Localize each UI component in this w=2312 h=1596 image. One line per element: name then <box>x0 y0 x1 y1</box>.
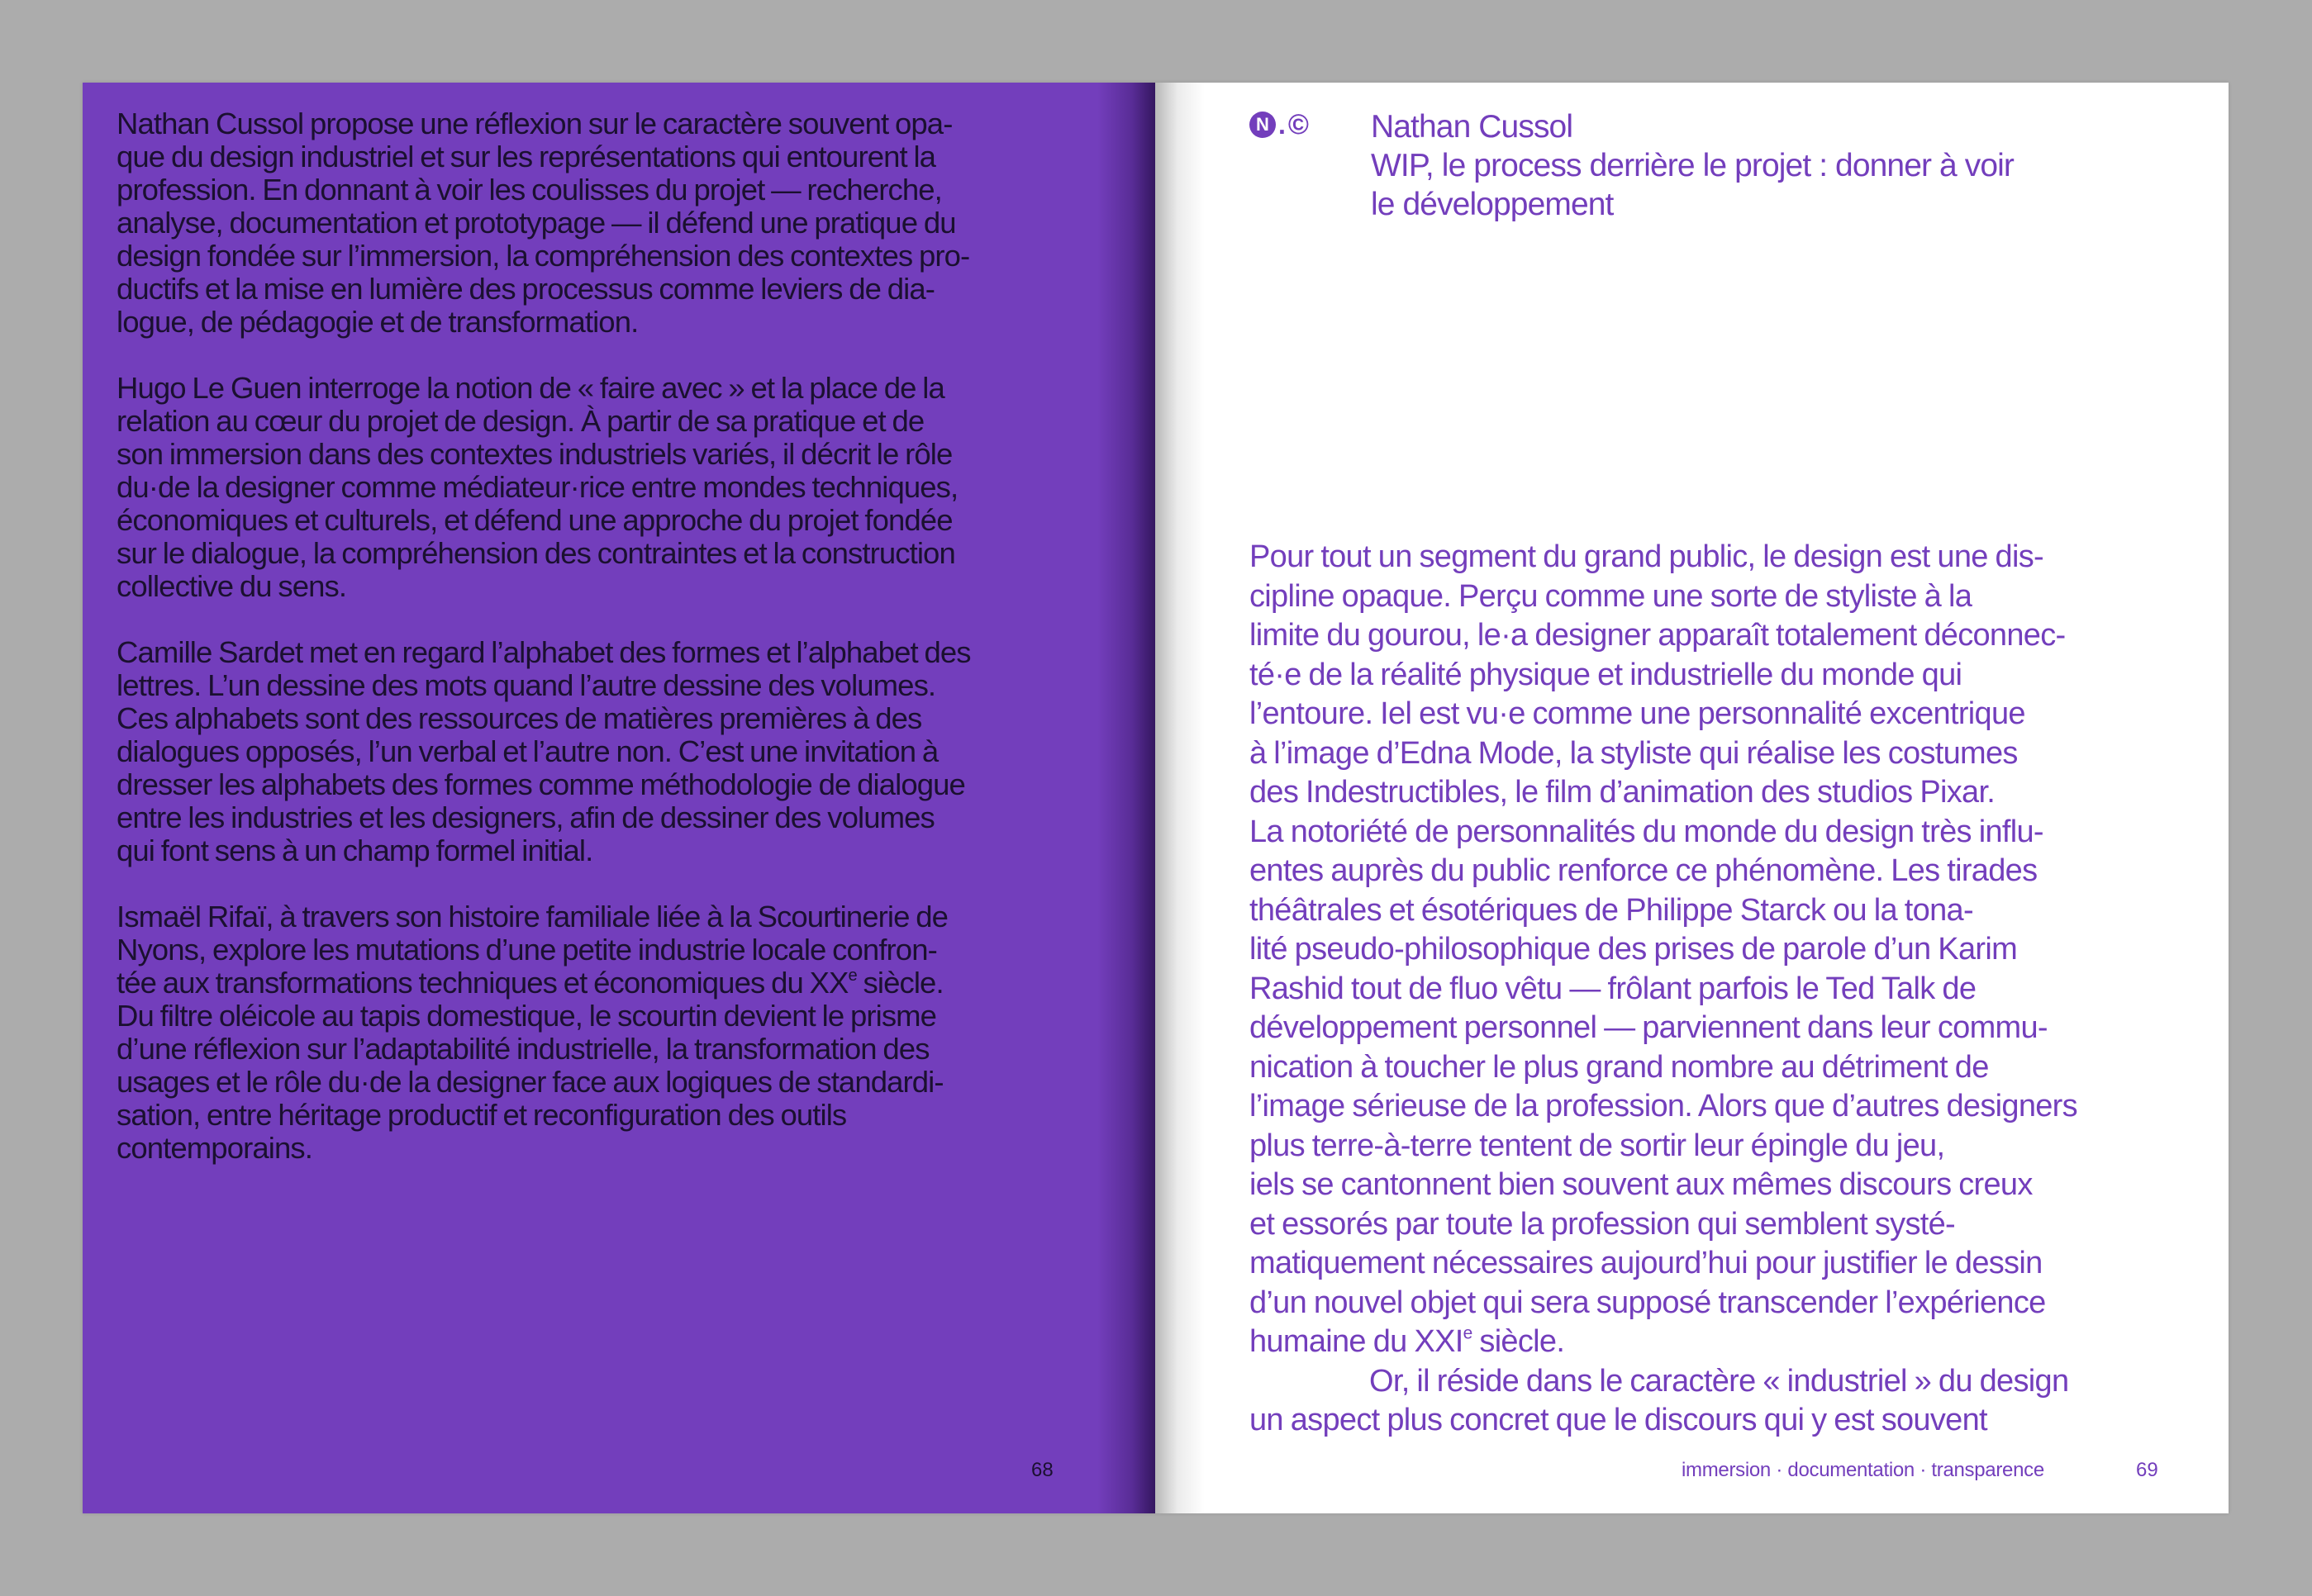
text-segment: tée aux transformations techniques et économiques du XX <box>117 966 849 1000</box>
text-line: profession. En donnant à voir les coulisses du projet — recherche, <box>117 173 942 207</box>
text-line: sation, entre héritage productif et reconfiguration des outils <box>117 1098 847 1132</box>
paragraph-hugo-le-guen <box>117 372 1149 603</box>
text-line: d’un nouvel objet qui sera supposé transcender l’expérience <box>1249 1285 2046 1320</box>
text-line: Nyons, explore les mutations d’une petite industrie locale confron- <box>117 933 937 967</box>
left-page-text <box>117 107 1149 1198</box>
text-line: nication à toucher le plus grand nombre au détriment de <box>1249 1049 1989 1085</box>
paragraph-ismael-rifai <box>117 900 1149 1165</box>
text-line: que du design industriel et sur les représentations qui entourent la <box>117 140 936 173</box>
header-text <box>1371 107 2014 224</box>
paragraph-camille-sardet <box>117 636 1149 867</box>
superscript: e <box>1463 1323 1472 1343</box>
nc-logo <box>1249 109 1309 140</box>
book-spread <box>83 83 2229 1513</box>
text-line: relation au cœur du projet de design. À partir de sa pratique et de <box>117 404 925 438</box>
article-body <box>1249 538 2077 1441</box>
text-line: Rashid tout de fluo vêtu — frôlant parfois le Ted Talk de <box>1249 971 1977 1006</box>
text-line: cipline opaque. Perçu comme une sorte de styliste à la <box>1249 578 1972 614</box>
paragraph-nathan-cussol <box>117 107 1149 339</box>
text-line: analyse, documentation et prototypage — il défend une pratique du <box>117 206 956 240</box>
indented-text-line: Or, il réside dans le caractère « industriel » du design <box>1369 1363 2069 1399</box>
text-line: usages et le rôle du·de la designer face aux logiques de standardi- <box>117 1065 944 1099</box>
superscript: e <box>848 966 857 985</box>
left-page <box>83 83 1155 1513</box>
text-line: économiques et culturels, et défend une approche du projet fondée <box>117 503 953 537</box>
text-line: logue, de pédagogie et de transformation. <box>117 305 639 339</box>
text-line: limite du gourou, le·a designer apparaît totalement déconnec- <box>1249 618 2066 653</box>
text-line: ductifs et la mise en lumière des processus comme leviers de dia- <box>117 272 935 306</box>
article-title-line-2: le développement <box>1371 187 1614 222</box>
text-line: Pour tout un segment du grand public, le design est une dis- <box>1249 539 2043 574</box>
text-line: iels se cantonnent bien souvent aux mêmes discours creux <box>1249 1167 2033 1202</box>
running-footer: immersion · documentation · transparence <box>1682 1459 2044 1481</box>
text-line: design fondée sur l’immersion, la compréhension des contextes pro- <box>117 239 970 273</box>
text-line: dresser les alphabets des formes comme méthodologie de dialogue <box>117 767 965 801</box>
text-line: son immersion dans des contextes industriels variés, il décrit le rôle <box>117 437 953 471</box>
text-segment: siècle. <box>856 966 944 1000</box>
author-name: Nathan Cussol <box>1371 109 1573 145</box>
text-line: l’image sérieuse de la profession. Alors que d’autres designers <box>1249 1089 2077 1123</box>
copyright-icon: © <box>1287 109 1309 140</box>
text-line: Hugo Le Guen interroge la notion de « faire avec » et la place de la <box>117 371 944 405</box>
text-line: entre les industries et les designers, afin de dessiner des volumes <box>117 800 935 834</box>
text-line: lettres. L’un dessine des mots quand l’autre dessine des volumes. <box>117 668 936 702</box>
text-line: l’entoure. Iel est vu·e comme une personnalité excentrique <box>1249 696 2025 731</box>
text-line: du·de la designer comme médiateur·rice entre mondes techniques, <box>117 470 959 504</box>
text-segment: humaine du XXI <box>1249 1324 1463 1359</box>
text-line: à l’image d’Edna Mode, la styliste qui réalise les costumes <box>1249 735 2018 771</box>
text-line: matiquement nécessaires aujourd’hui pour justifier le dessin <box>1249 1246 2043 1280</box>
text-line: La notoriété de personnalités du monde du design très influ- <box>1249 814 2043 849</box>
text-line: et essorés par toute la profession qui semblent systé- <box>1249 1206 1955 1242</box>
text-line: contemporains. <box>117 1131 312 1165</box>
text-line: plus terre-à-terre tentent de sortir leur épingle du jeu, <box>1249 1128 1945 1163</box>
article-title-line-1: WIP, le process derrière le projet : donner à voir <box>1371 148 2014 183</box>
text-line <box>117 967 1149 1000</box>
text-line <box>1249 1323 2077 1362</box>
text-line: té·e de la réalité physique et industrielle du monde qui <box>1249 657 1962 692</box>
text-line: Ces alphabets sont des ressources de matières premières à des <box>117 701 922 735</box>
text-line: Du filtre oléicole au tapis domestique, le scourtin devient le prisme <box>117 999 937 1033</box>
text-line: qui font sens à un champ formel initial. <box>117 834 593 867</box>
text-line: lité pseudo-philosophique des prises de parole d’un Karim <box>1249 932 2018 967</box>
right-page <box>1155 83 2229 1513</box>
text-line: d’une réflexion sur l’adaptabilité industrielle, la transformation des <box>117 1032 930 1066</box>
text-line: sur le dialogue, la compréhension des contraintes et la construction <box>117 536 955 570</box>
text-line: collective du sens. <box>117 569 347 603</box>
logo-dot: . <box>1278 110 1286 140</box>
text-line: entes auprès du public renforce ce phénomène. Les tirades <box>1249 853 2038 888</box>
text-segment: siècle. <box>1472 1324 1565 1359</box>
text-line: des Indestructibles, le film d’animation des studios Pixar. <box>1249 775 1996 810</box>
page-number-left: 68 <box>1031 1459 1054 1481</box>
text-line: développement personnel — parviennent dans leur commu- <box>1249 1010 2048 1045</box>
text-line: un aspect plus concret que le discours qui y est souvent <box>1249 1403 1987 1437</box>
text-line: Ismaël Rifaï, à travers son histoire familiale liée à la Scourtinerie de <box>117 900 949 933</box>
text-line: Camille Sardet met en regard l’alphabet des formes et l’alphabet des <box>117 635 971 669</box>
circled-n-icon: N <box>1249 112 1276 138</box>
text-line: dialogues opposés, l’un verbal et l’autre non. C’est une invitation à <box>117 734 939 768</box>
text-line: théâtrales et ésotériques de Philippe Starck ou la tona- <box>1249 892 1973 928</box>
page-number-right: 69 <box>2136 1459 2158 1481</box>
text-line: Nathan Cussol propose une réflexion sur le caractère souvent opa- <box>117 107 953 140</box>
